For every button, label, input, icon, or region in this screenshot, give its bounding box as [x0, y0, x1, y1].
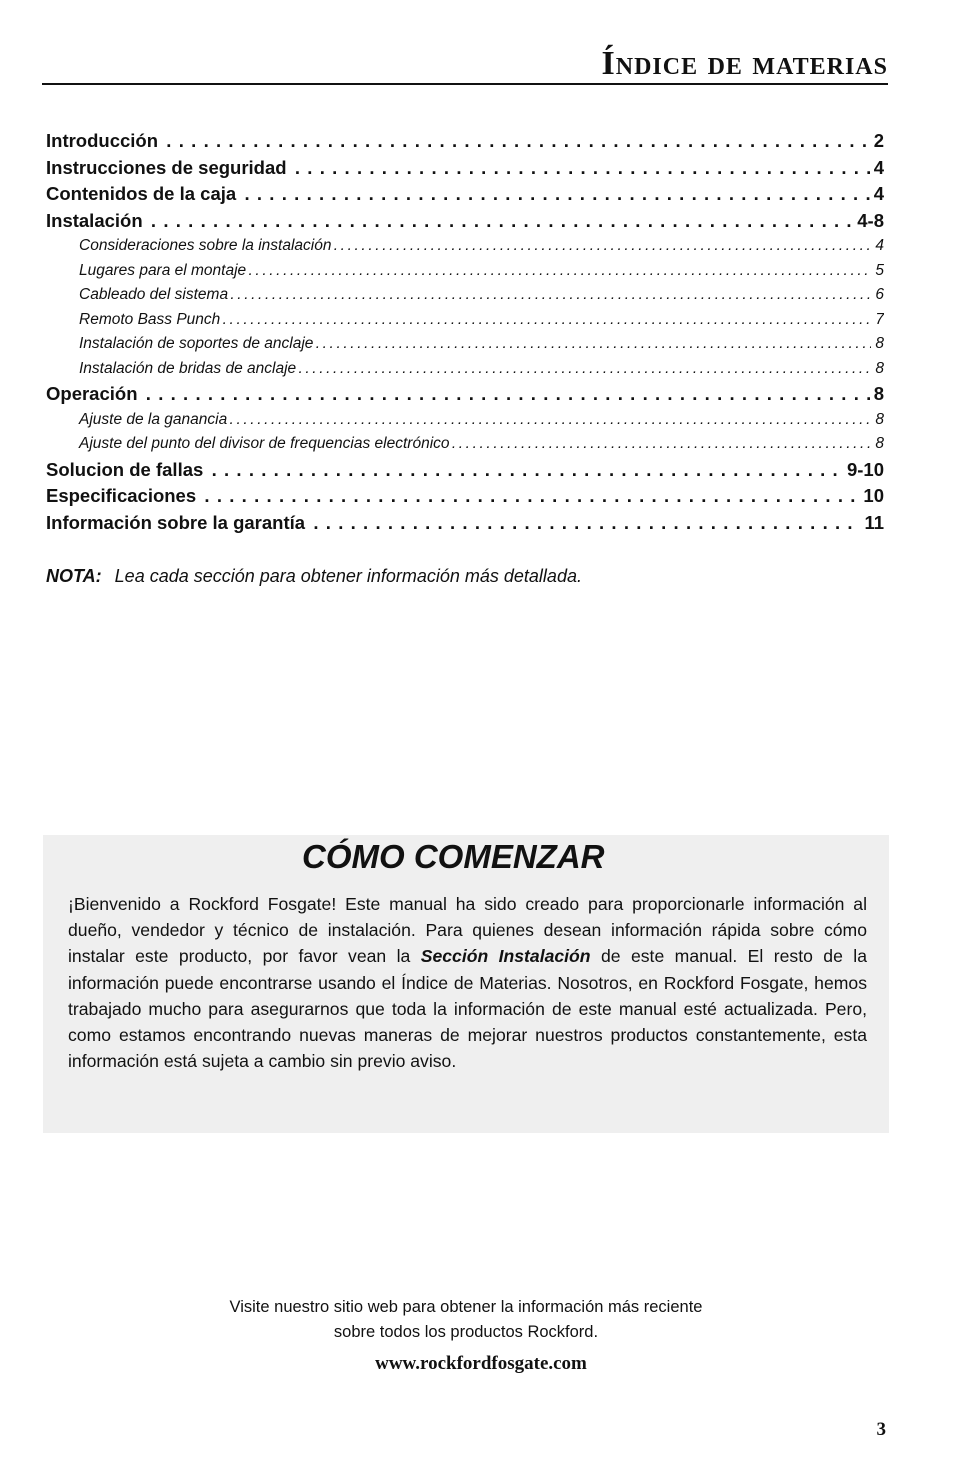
toc-dot-leader	[203, 457, 843, 484]
toc-entry-page: 8	[875, 335, 884, 352]
toc-entry-page: 6	[875, 286, 884, 303]
toc-entry-page: 4	[873, 156, 884, 178]
toc-entry	[46, 181, 884, 208]
toc-entry-label: Instrucciones de seguridad	[46, 156, 287, 178]
toc-entry-page: 9-10	[846, 458, 884, 480]
website-notice-line-2: sobre todos los productos Rockford.	[333, 1322, 599, 1341]
toc-entry-page: 4-8	[857, 209, 884, 231]
toc-entry-page: 4	[873, 183, 884, 204]
website-notice	[0, 1295, 932, 1344]
getting-started-box	[43, 835, 889, 1133]
note	[46, 566, 582, 587]
getting-started-text	[68, 891, 867, 1074]
toc-entry-label: Solucion de fallas	[46, 458, 204, 480]
toc-subentry	[46, 432, 884, 457]
toc-entry-label: Ajuste de la ganancia	[79, 410, 228, 428]
getting-started-title: CÓMO COMENZAR	[302, 838, 605, 875]
toc-entry-label: Operación	[46, 383, 138, 404]
toc-dot-leader	[246, 259, 871, 284]
toc-entry-page: 11	[864, 511, 884, 533]
toc-entry-label: Introducción	[46, 130, 159, 151]
toc-entry-label: Ajuste del punto del divisor de frequencias electrónico	[79, 435, 450, 452]
toc-entry-page: 8	[875, 435, 884, 452]
toc-entry-page: 5	[875, 261, 884, 279]
table-of-contents	[46, 128, 884, 536]
getting-started-text-before: ¡Bienvenido a Rockford Fosgate! Este manual ha sido creado para proporcionarle información al dueño, vendedor y técnico de instalación. Para quienes desean información rápida sobre cómo instalar este producto, por favor vean la	[68, 894, 867, 967]
toc-entry-page: 7	[875, 310, 884, 328]
toc-subentry	[46, 308, 884, 333]
toc-entry-page: 8	[873, 383, 884, 404]
toc-entry-label: Información sobre la garantía	[46, 511, 306, 533]
website-url: www.rockfordfosgate.com	[375, 1353, 587, 1374]
toc-entry-page: 4	[875, 237, 884, 254]
toc-entry	[46, 208, 884, 235]
page-title: Índice de materias	[601, 45, 888, 82]
note-label: NOTA:	[46, 566, 102, 586]
toc-entry-page: 8	[875, 359, 884, 377]
toc-subentry	[46, 259, 884, 284]
toc-dot-leader	[228, 283, 871, 308]
toc-subentry	[46, 408, 884, 433]
note-text: Lea cada sección para obtener información más detallada.	[114, 566, 582, 586]
website-notice-line-1: Visite nuestro sitio web para obtener la información más reciente	[229, 1298, 703, 1316]
toc-entry-label: Instalación	[46, 209, 143, 231]
toc-entry-label: Cableado del sistema	[79, 286, 229, 303]
toc-entry-label: Instalación de bridas de anclaje	[79, 359, 297, 377]
toc-dot-leader	[331, 234, 871, 259]
toc-entry-label: Lugares para el montaje	[79, 261, 247, 279]
toc-entry-page: 10	[863, 485, 884, 506]
toc-entry	[46, 510, 884, 537]
toc-dot-leader	[196, 483, 859, 510]
getting-started-text-after: de este manual. El resto de la información puede encontrarse usando el Índice de Materias. Nosotros, en Rockford Fosgate, hemos trabajado mucho para asegurarnos que toda la información de este manual esté actualizada. Pero, como estamos encontrando nuevas maneras de mejorar nuestros productos constantemente, esta información está sujeta a cambio sin previo aviso.	[68, 946, 867, 1072]
toc-dot-leader	[236, 181, 870, 208]
toc-dot-leader	[305, 510, 860, 537]
toc-entry	[46, 381, 884, 408]
toc-dot-leader	[227, 408, 871, 433]
toc-entry-page: 8	[875, 410, 884, 428]
toc-dot-leader	[450, 432, 872, 457]
toc-entry-label: Consideraciones sobre la instalación	[79, 237, 332, 254]
toc-subentry	[46, 357, 884, 382]
toc-dot-leader	[158, 128, 870, 155]
toc-subentry	[46, 332, 884, 357]
toc-entry-label: Especificaciones	[46, 485, 197, 506]
header-rule	[42, 83, 888, 85]
toc-entry	[46, 483, 884, 510]
toc-entry	[46, 457, 884, 484]
toc-dot-leader	[313, 332, 871, 357]
toc-dot-leader	[143, 208, 854, 235]
toc-dot-leader	[296, 357, 871, 382]
toc-entry-label: Instalación de soportes de anclaje	[79, 335, 314, 352]
toc-entry	[46, 128, 884, 155]
toc-dot-leader	[138, 381, 870, 408]
toc-entry-page: 2	[873, 130, 884, 151]
installation-section-reference: Sección Instalación	[420, 946, 591, 967]
toc-dot-leader	[220, 308, 871, 333]
toc-entry	[46, 155, 884, 182]
toc-subentry	[46, 234, 884, 259]
page-number: 3	[876, 1419, 886, 1440]
toc-entry-label: Contenidos de la caja	[46, 183, 237, 204]
toc-subentry	[46, 283, 884, 308]
toc-dot-leader	[287, 155, 870, 182]
toc-entry-label: Remoto Bass Punch	[79, 310, 221, 328]
